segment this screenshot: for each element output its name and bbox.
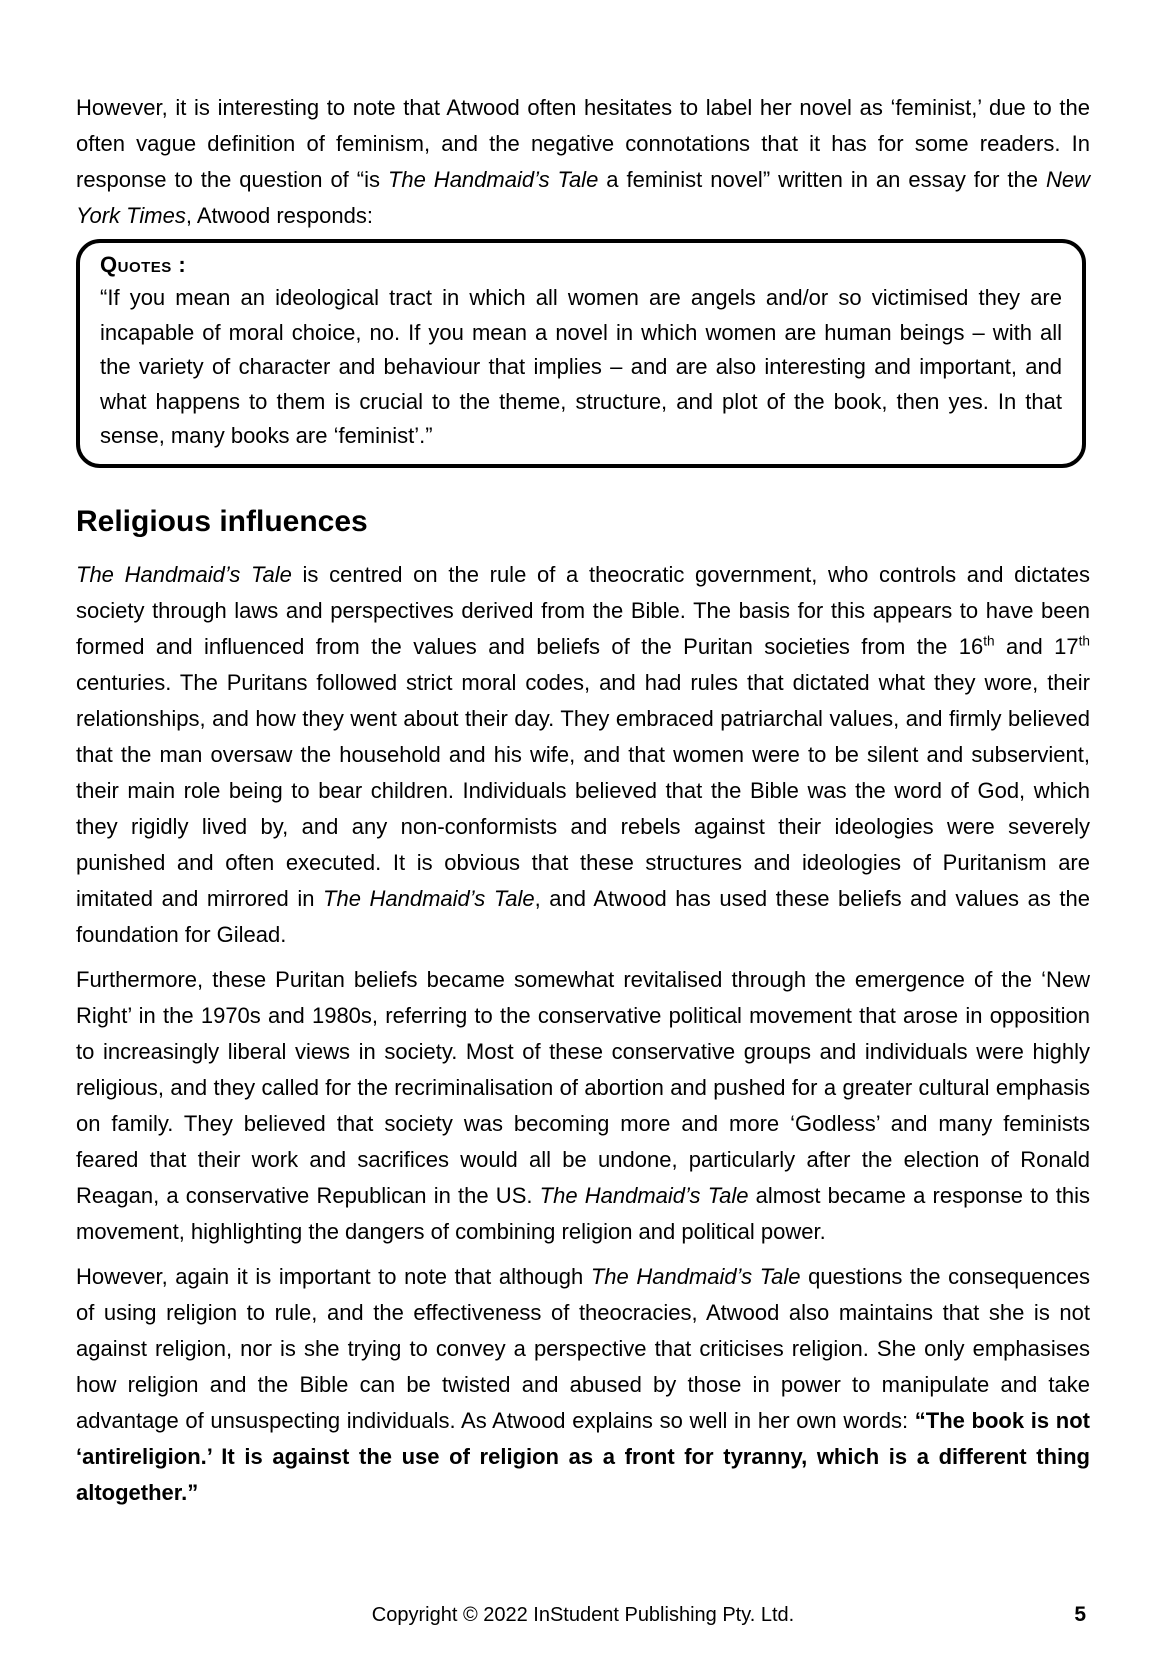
paragraph-not-antireligion: [76, 1259, 1090, 1511]
quote-box-label: Quotes :: [100, 252, 187, 277]
text-segment: New York Times: [76, 167, 1090, 228]
page-number: 5: [1074, 1603, 1086, 1626]
text-segment: The Handmaid’s Tale: [590, 1263, 801, 1289]
text-segment: almost became a response to this movement, highlighting the dangers of combining religion and political power.: [76, 1182, 1090, 1244]
text-segment: “The book is not ‘antireligion.’ It is against the use of religion as a front for tyranny, which is a different thing altogether.”: [76, 1407, 1090, 1505]
section-heading: Religious influences: [76, 504, 368, 538]
paragraph-puritan-influences: [76, 557, 1090, 953]
text-segment: The Handmaid’s Tale: [76, 561, 292, 587]
intro-paragraph: [76, 90, 1090, 234]
quote-box: [76, 239, 1086, 468]
copyright-text: Copyright © 2022 InStudent Publishing Pty. Ltd.: [371, 1604, 795, 1626]
text-segment: However, it is interesting to note that Atwood often hesitates to label her novel as ‘feminist,’ due to the often vague definition of feminism, and the negative connotations that it has for some readers. In response to the question of “is: [76, 95, 1090, 192]
paragraph-new-right: [76, 962, 1090, 1250]
text-segment: The Handmaid’s Tale: [323, 885, 535, 911]
page-content: [76, 90, 1090, 1520]
text-segment: th: [1078, 633, 1090, 649]
text-segment: centuries. The Puritans followed strict moral codes, and had rules that dictated what they wore, their relationships, and how they went about their day. They embraced patriarchal values, and firmly believed that the man oversaw the household and his wife, and that women were to be silent and subservient, their main role being to bear children. Individuals believed that the Bible was the word of God, which they rigidly lived by, and any non-conformists and rebels against their ideologies were severely punished and often executed. It is obvious that these structures and ideologies of Puritanism are imitated and mirrored in: [76, 669, 1090, 911]
text-segment: , and Atwood has used these beliefs and values as the foundation for Gilead.: [76, 885, 1090, 947]
text-segment: th: [983, 633, 995, 649]
text-segment: The Handmaid’s Tale: [539, 1182, 749, 1208]
text-segment: However, again it is important to note that although: [76, 1263, 591, 1289]
text-segment: , Atwood responds:: [185, 203, 373, 228]
text-segment: is centred on the rule of a theocratic government, who controls and dictates society through laws and perspectives derived from the Bible. The basis for this appears to have been formed and influenced from the values and beliefs of the Puritan societies from the 16: [76, 561, 1090, 659]
text-segment: Furthermore, these Puritan beliefs became somewhat revitalised through the emergence of the ‘New Right’ in the 1970s and 1980s, referring to the conservative political movement that arose in opposition to increasingly liberal views in society. Most of these conservative groups and individuals were highly religious, and they called for the recriminalisation of abortion and pushed for a greater cultural emphasis on family. They believed that society was becoming more and more ‘Godless’ and many feminists feared that their work and sacrifices would all be undone, particularly after the election of Ronald Reagan, a conservative Republican in the US.: [76, 966, 1090, 1208]
text-segment: a feminist novel” written in an essay for the: [598, 167, 1046, 192]
text-segment: The Handmaid’s Tale: [387, 167, 599, 192]
text-segment: questions the consequences of using religion to rule, and the effectiveness of theocracies, Atwood also maintains that she is not against religion, nor is she trying to convey a perspective that criticises religion. She only emphasises how religion and the Bible can be twisted and abused by those in power to manipulate and take advantage of unsuspecting individuals. As Atwood explains so well in her own words:: [76, 1263, 1090, 1433]
text-segment: and 17: [994, 633, 1079, 659]
page-footer: [76, 1602, 1090, 1628]
quote-box-text: “If you mean an ideological tract in which all women are angels and/or so victimised they are incapable of moral choice, no. If you mean a novel in which women are human beings – with all the variety of character and behaviour that implies – and are also interesting and important, and what happens to them is crucial to the theme, structure, and plot of the book, then yes. In that sense, many books are ‘feminist’.”: [100, 285, 1062, 448]
